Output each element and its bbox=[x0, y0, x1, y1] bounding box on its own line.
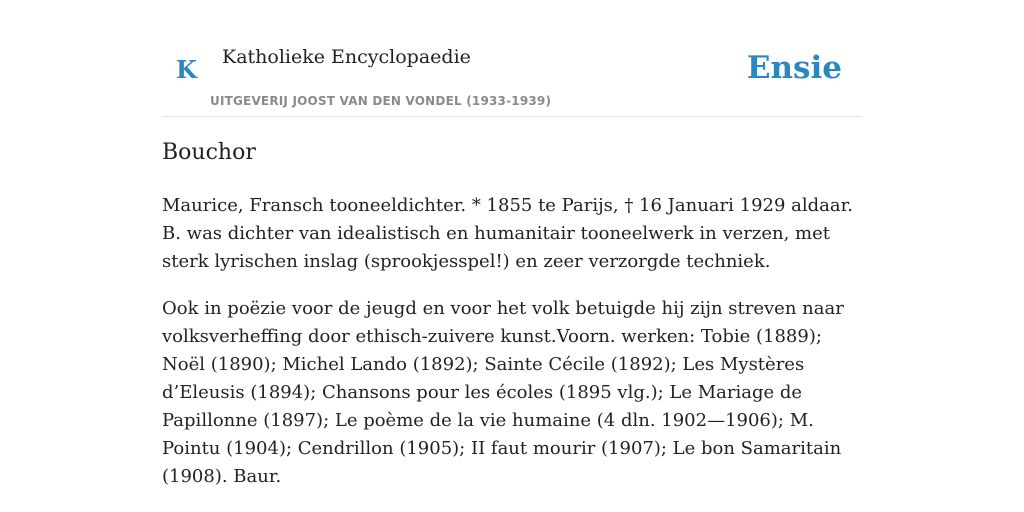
header bbox=[162, 38, 862, 117]
publisher-label: UITGEVERIJ JOOST VAN DEN VONDEL (1933-1939) bbox=[210, 94, 552, 108]
article-paragraph-2: Ook in poëzie voor de jeugd en voor het volk betuigde hij zijn streven naar volksverheffing door ethisch-zuivere kunst.Voorn. werken: Tobie (1889); Noël (1890); Michel Lando (1892); Sainte Cécile (1892); Les Mystères d’Eleusis (1894); Chansons pour les écoles (1895 vlg.); Le Mariage de Papillonne (1897); Le poème de la vie humaine (4 dln. 1902—1906); M. Pointu (1904); Cendrillon (1905); II faut mourir (1907); Le bon Samaritain (1908). Baur. bbox=[162, 298, 844, 487]
site-title[interactable]: Katholieke Encyclopaedie bbox=[222, 46, 471, 68]
article-title: Bouchor bbox=[162, 140, 256, 165]
encyclopedia-logo-k[interactable]: K bbox=[176, 55, 197, 84]
ensie-brand-link[interactable]: Ensie bbox=[746, 50, 842, 86]
article-paragraph-1: Maurice, Fransch tooneeldichter. * 1855 te Parijs, † 16 Januari 1929 aldaar. B. was dichter van idealistisch en humanitair tooneelwerk in verzen, met sterk lyrischen inslag (sprookjesspel!) en zeer verzorgde techniek. bbox=[162, 195, 853, 272]
